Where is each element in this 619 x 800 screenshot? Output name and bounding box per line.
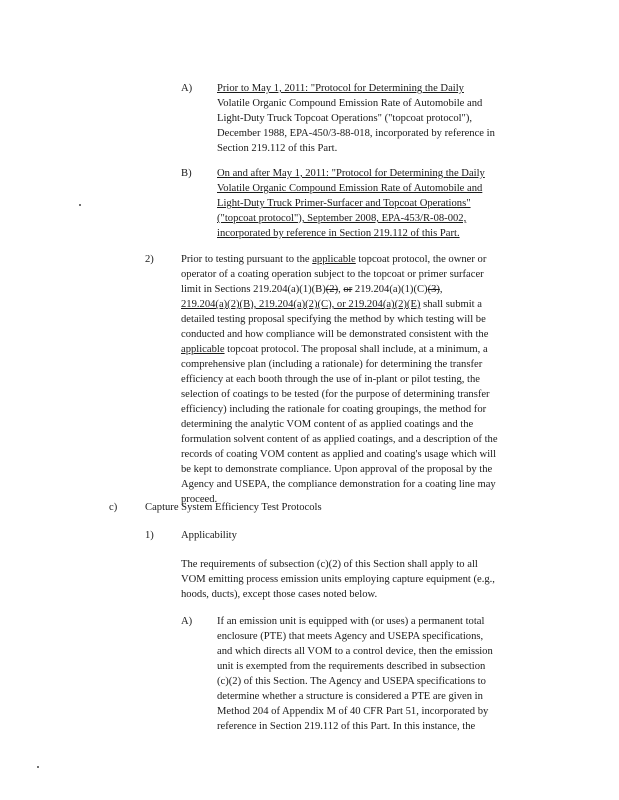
section-c-label: c) (109, 502, 118, 513)
sub-a-line-7: Method 204 of Appendix M of 40 CFR Part 51, incorporated by (217, 706, 489, 717)
item-2-line-3: limit in Sections 219.204(a)(1)(B)(2), or 219.204(a)(1)(C)(3), (181, 284, 443, 295)
item-2-line-1: Prior to testing pursuant to the applicable topcoat protocol, the owner or (181, 254, 487, 265)
item-2-line-2: operator of a coating operation subject to the topcoat or primer surfacer (181, 269, 484, 280)
item-1-heading: Applicability (181, 530, 237, 541)
item-2-line-8: comprehensive plan (including a rationale) for determining the transfer (181, 359, 483, 370)
item-1-label: 1) (145, 530, 154, 541)
item-2-label: 2) (145, 254, 154, 265)
item-2-line-14: records of coating VOM content as applied and coating's usage which will (181, 449, 497, 460)
item-b-line-2: Volatile Organic Compound Emission Rate of Automobile and (217, 183, 483, 194)
section-c-heading: Capture System Efficiency Test Protocols (145, 502, 322, 513)
sub-a-label: A) (181, 616, 193, 627)
item-2-line-16: Agency and USEPA, the compliance demonstration for a coating line may (181, 479, 496, 490)
sub-a-line-4: unit is exempted from the requirements described in subsection (217, 661, 486, 672)
item-2-line-13: formulation solvent content of as applied coatings, and a description of the (181, 434, 498, 445)
sub-a-line-6: determine whether a structure is considered a PTE are given in (217, 691, 483, 702)
item-a-line-2: Volatile Organic Compound Emission Rate of Automobile and (217, 98, 483, 109)
item-b-label: B) (181, 168, 192, 179)
sub-a-line-8: reference in Section 219.112 of this Part. In this instance, the (217, 721, 476, 732)
item-2-text (181, 252, 498, 507)
item-a-line-5: Section 219.112 of this Part. (217, 143, 338, 154)
item-a-label: A) (181, 83, 193, 94)
item-2-line-17: proceed. (181, 494, 218, 505)
item-b-line-5: incorporated by reference in Section 219.112 of this Part. (217, 228, 460, 239)
sub-a-line-3: and which directs all VOM to a control device, then the emission (217, 646, 493, 657)
item-b-line-1: On and after May 1, 2011: "Protocol for Determining the Daily (217, 168, 485, 179)
item-2-line-11: efficiency) including the rationale for coating groupings, the method for (181, 404, 487, 415)
item-a-line-3: Light-Duty Truck Topcoat Operations" ("topcoat protocol"), (217, 113, 473, 124)
item-2-line-9: efficiency at each booth through the use of in-plant or pilot testing, the (181, 374, 480, 385)
item-1-text (181, 557, 495, 602)
item-1-line-3: hoods, ducts), except those cases noted below. (181, 589, 378, 600)
scan-speck (79, 204, 81, 206)
sub-a-line-2: enclosure (PTE) that meets Agency and USEPA specifications, (217, 631, 484, 642)
item-b-line-4: ("topcoat protocol"), September 2008, EPA-453/R-08-002, (217, 213, 467, 224)
item-a-text (217, 81, 495, 156)
item-1-line-1: The requirements of subsection (c)(2) of this Section shall apply to all (181, 559, 478, 570)
item-2-line-6: conducted and how compliance will be demonstrated consistent with the (181, 329, 489, 340)
item-b-line-3: Light-Duty Truck Primer-Surfacer and Topcoat Operations" (217, 198, 471, 209)
item-2-line-5: detailed testing proposal specifying the method by which testing will be (181, 314, 486, 325)
item-2-line-10: selection of coatings to be tested (for the purpose of determining transfer (181, 389, 490, 400)
sub-a-line-1: If an emission unit is equipped with (or uses) a permanent total (217, 616, 485, 627)
item-a-line-1: Prior to May 1, 2011: "Protocol for Determining the Daily (217, 83, 464, 94)
item-a-line-4: December 1988, EPA-450/3-88-018, incorporated by reference in (217, 128, 495, 139)
sub-a-line-5: (c)(2) of this Section. The Agency and USEPA specifications to (217, 676, 486, 687)
item-2-line-7: applicable topcoat protocol. The proposal shall include, at a minimum, a (181, 344, 488, 355)
item-1-line-2: VOM emitting process emission units employing capture equipment (e.g., (181, 574, 495, 585)
item-2-line-4: 219.204(a)(2)(B), 219.204(a)(2)(C), or 219.204(a)(2)(E) shall submit a (181, 299, 482, 310)
item-2-line-15: be kept to demonstrate compliance. Upon approval of the proposal by the (181, 464, 493, 475)
scan-speck (37, 766, 39, 768)
sub-a-text (217, 614, 493, 734)
item-b-text (217, 166, 485, 241)
item-2-line-12: determining the analytic VOM content of as applied coatings and the (181, 419, 474, 430)
